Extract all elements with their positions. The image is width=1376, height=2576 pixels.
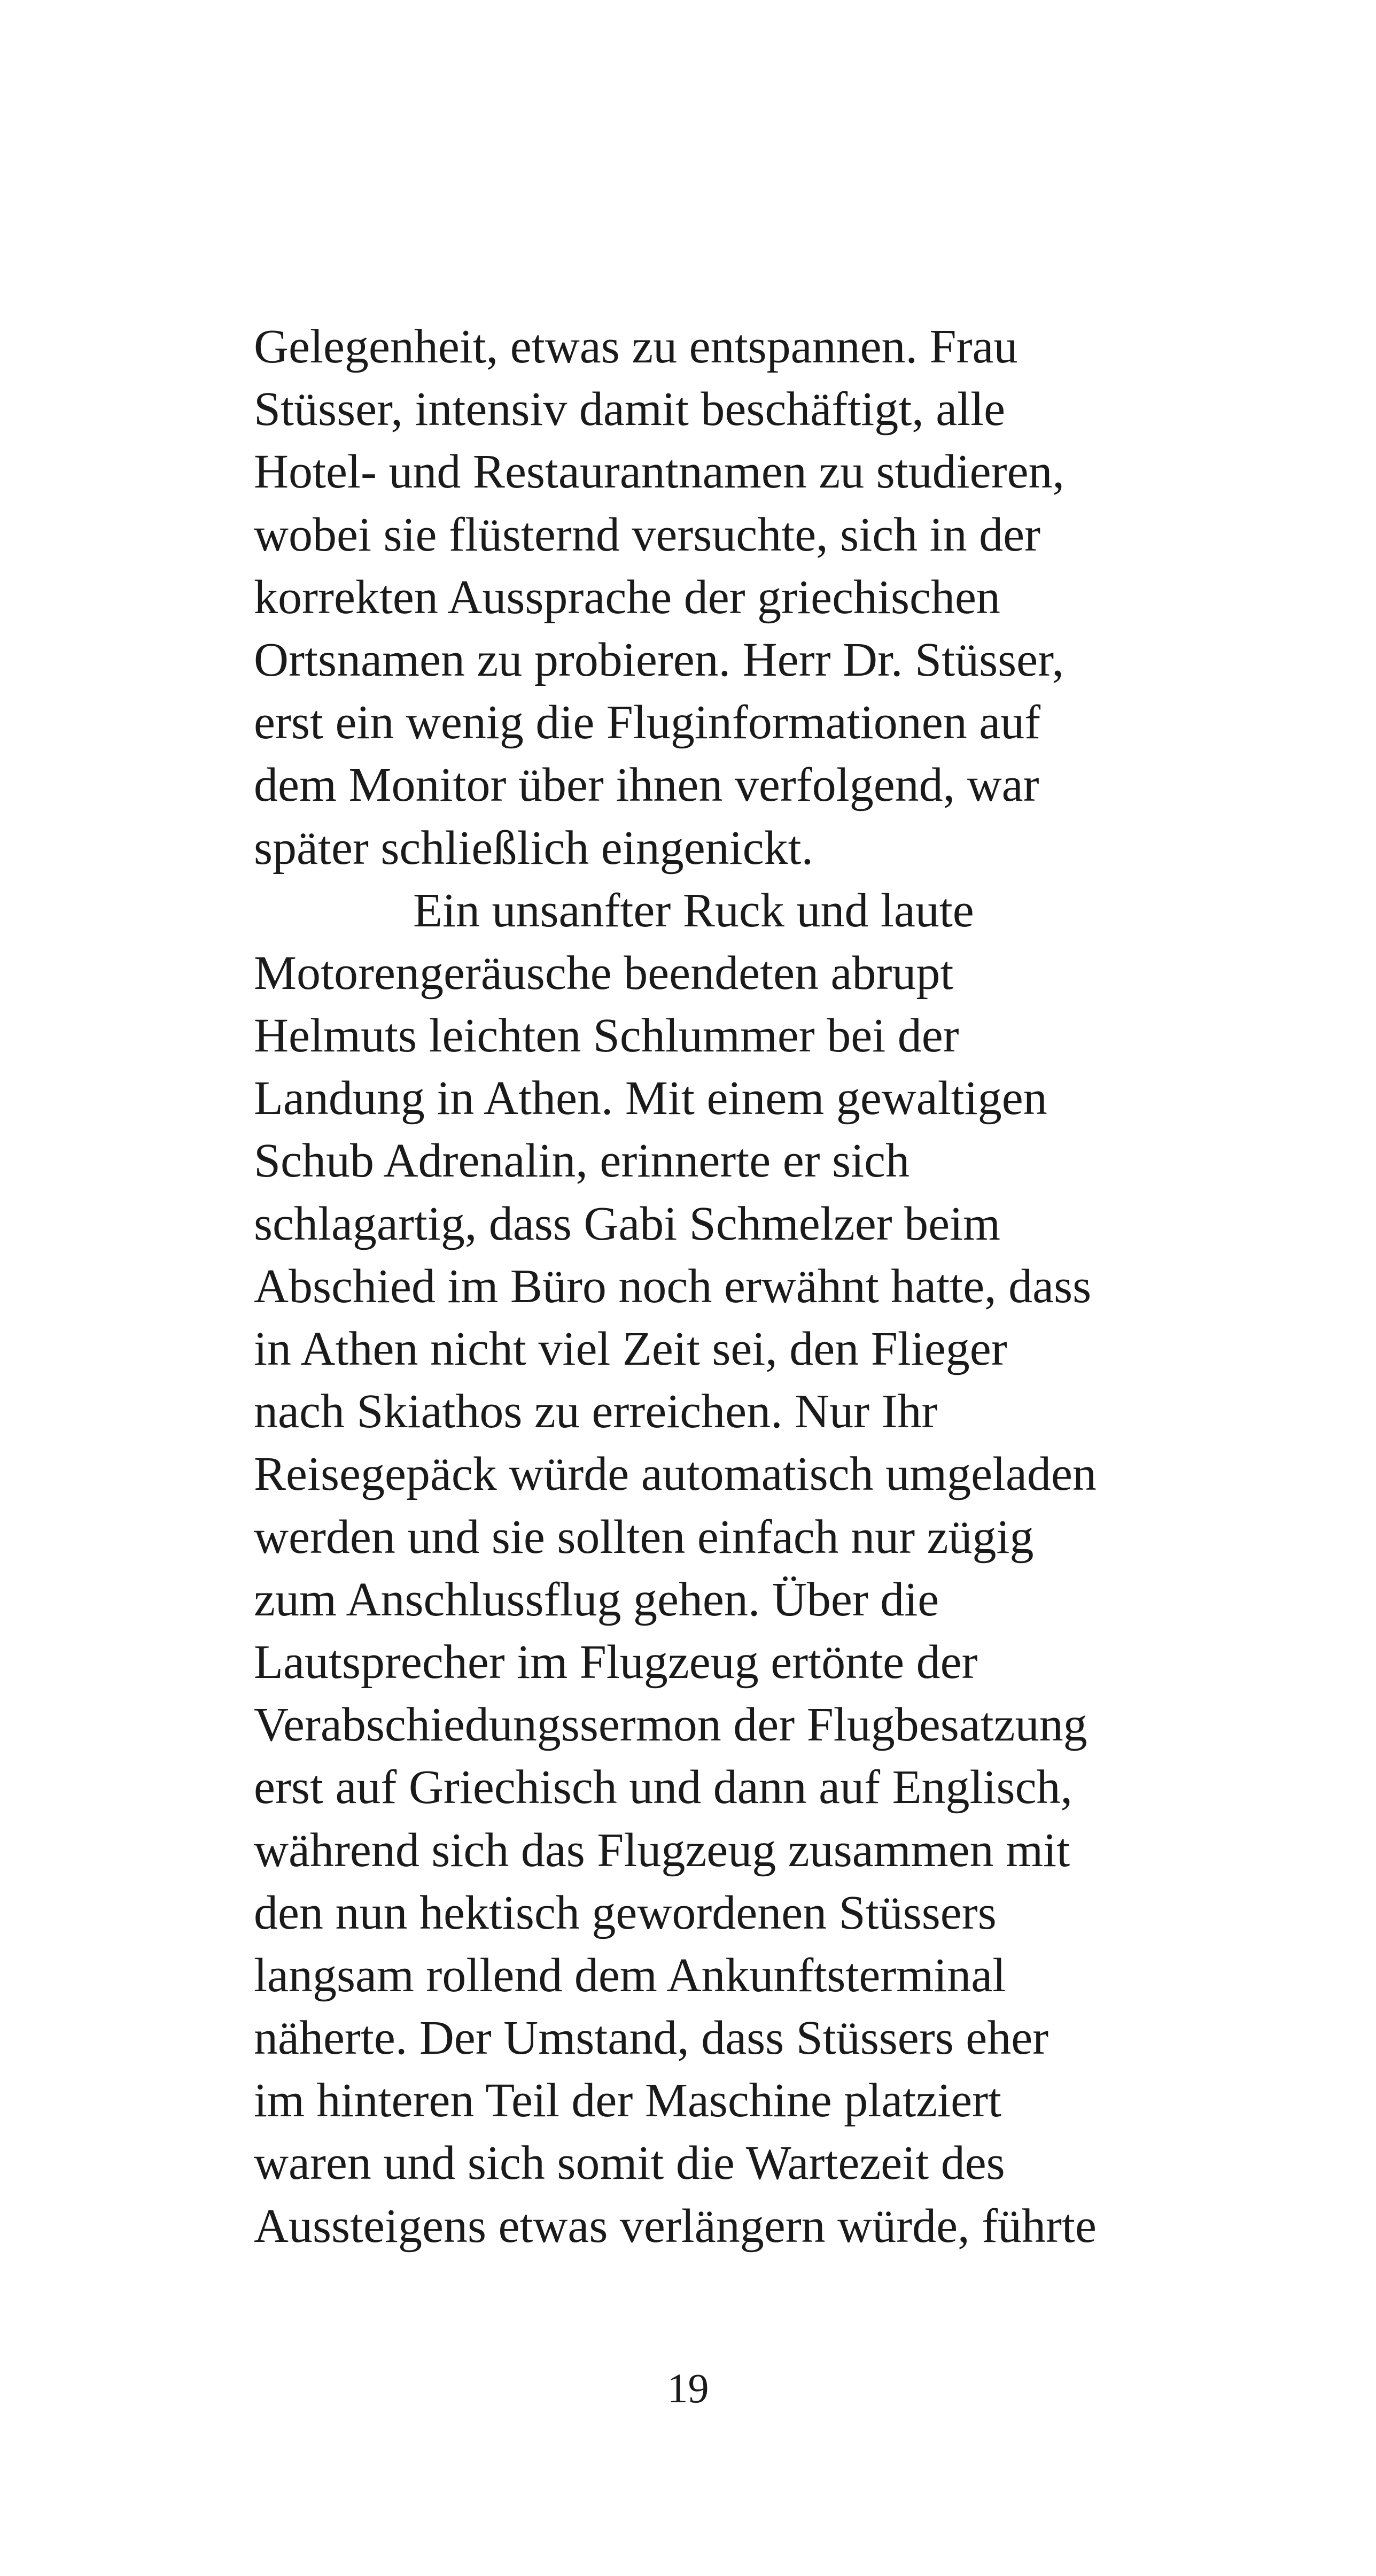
text-line: langsam rollend dem Ankunftsterminal [254, 1948, 1006, 2002]
text-line: Abschied im Büro noch erwähnt hatte, dass [254, 1259, 1092, 1313]
text-line: Motorengeräusche beendeten abrupt [254, 946, 954, 1000]
paragraph-start-line: Ein unsanfter Ruck und laute [413, 884, 974, 937]
text-line: Gelegenheit, etwas zu entspannen. Frau [254, 320, 1018, 373]
text-line: erst auf Griechisch und dann auf Englisch, [254, 1761, 1073, 1814]
text-line: Schub Adrenalin, erinnerte er sich [254, 1134, 910, 1188]
text-line: in Athen nicht viel Zeit sei, den Flieger [254, 1322, 1007, 1375]
text-line: Verabschiedungssermon der Flugbesatzung [254, 1698, 1087, 1752]
text-line: zum Anschlussflug gehen. Über die [254, 1573, 939, 1626]
text-line: erst ein wenig die Fluginformationen auf [254, 696, 1041, 749]
body-text [254, 315, 1162, 2257]
page-number: 19 [667, 2365, 709, 2411]
text-line: Landung in Athen. Mit einem gewaltigen [254, 1072, 1047, 1125]
text-line: Lautsprecher im Flugzeug ertönte der [254, 1635, 978, 1689]
text-line: dem Monitor über ihnen verfolgend, war [254, 759, 1039, 812]
text-line: Ortsnamen zu probieren. Herr Dr. Stüsser, [254, 633, 1064, 686]
text-line: Stüsser, intensiv damit beschäftigt, alle [254, 383, 1006, 436]
text-line: den nun hektisch gewordenen Stüssers [254, 1886, 997, 1939]
text-line: Hotel- und Restaurantnamen zu studieren, [254, 445, 1065, 499]
text-line: nach Skiathos zu erreichen. Nur Ihr [254, 1385, 938, 1438]
text-line: während sich das Flugzeug zusammen mit [254, 1823, 1070, 1877]
text-line: schlagartig, dass Gabi Schmelzer beim [254, 1197, 1001, 1250]
text-line: Reisegepäck würde automatisch umgeladen [254, 1448, 1097, 1501]
text-line: waren und sich somit die Wartezeit des [254, 2137, 1005, 2190]
text-line: später schließlich eingenickt. [254, 821, 814, 875]
text-line: Helmuts leichten Schlummer bei der [254, 1009, 959, 1063]
text-line: Aussteigens etwas verlängern würde, führte [254, 2199, 1097, 2253]
text-line: korrekten Aussprache der griechischen [254, 570, 1000, 624]
text-line: im hinteren Teil der Maschine platziert [254, 2074, 1002, 2128]
text-line: werden und sie sollten einfach nur zügig [254, 1510, 1034, 1564]
text-line: näherte. Der Umstand, dass Stüssers eher [254, 2012, 1049, 2065]
text-line: wobei sie flüsternd versuchte, sich in der [254, 508, 1041, 561]
